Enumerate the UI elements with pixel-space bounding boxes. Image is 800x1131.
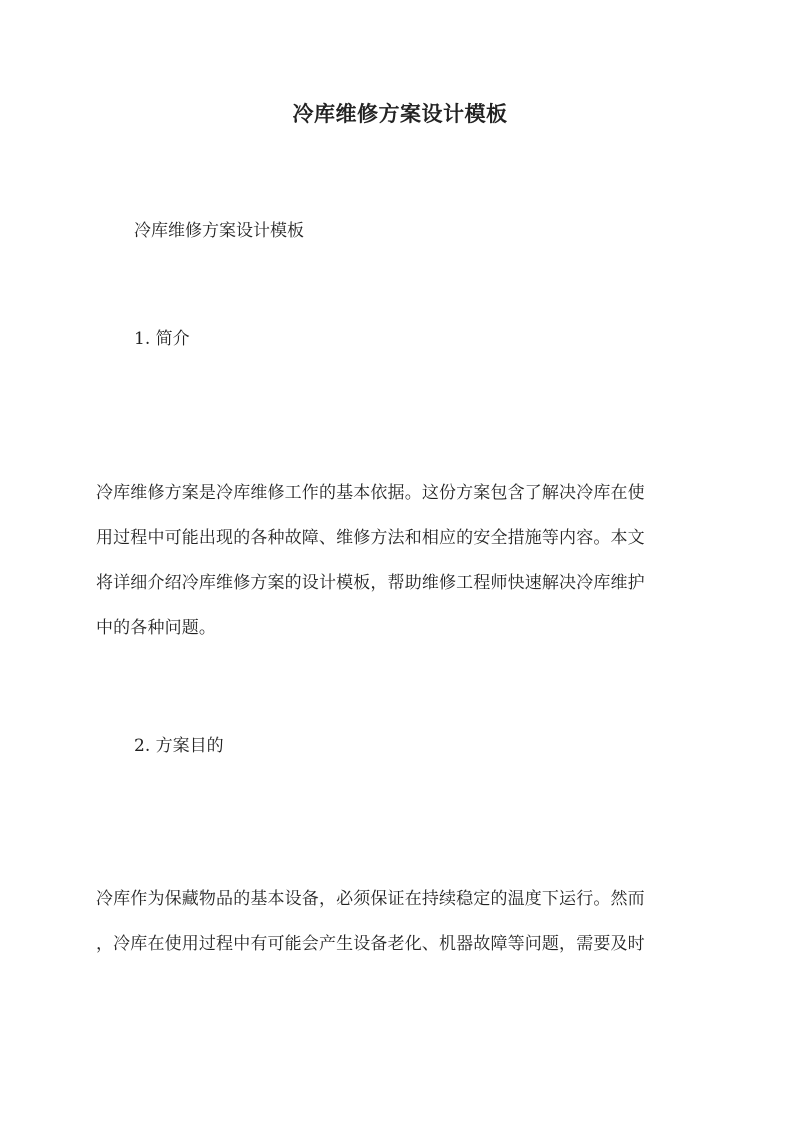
- paragraph-line: 将详细介绍冷库维修方案的设计模板，帮助维修工程师快速解决冷库维护: [96, 573, 645, 593]
- paragraph-line: ，冷库在使用过程中有可能会产生设备老化、机器故障等问题，需要及时: [96, 934, 645, 954]
- paragraph-line: 冷库作为保藏物品的基本设备，必须保证在持续稳定的温度下运行。然而: [96, 889, 645, 909]
- section-paragraph-purpose: [96, 887, 716, 977]
- document-title: 冷库维修方案设计模板: [292, 101, 508, 126]
- paragraph-line: 冷库维修方案是冷库维修工作的基本依据。这份方案包含了解决冷库在使: [96, 483, 645, 503]
- document-subtitle: 冷库维修方案设计模板: [134, 221, 304, 241]
- paragraph-line: 用过程中可能出现的各种故障、维修方法和相应的安全措施等内容。本文: [96, 528, 645, 548]
- section-paragraph-intro: [96, 481, 716, 661]
- paragraph-line: 中的各种问题。: [96, 618, 217, 638]
- section-heading-purpose: 2. 方案目的: [134, 736, 224, 756]
- section-heading-intro: 1. 简介: [134, 329, 190, 349]
